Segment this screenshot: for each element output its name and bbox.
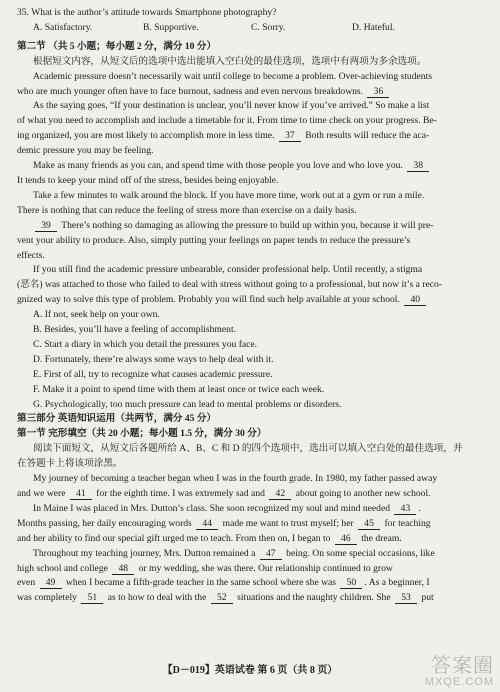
answer-blank-38: 38 <box>407 160 429 172</box>
passage-text: vent your ability to produce. Also, simply putting your feelings on paper tends to reduce the pressure’s <box>17 234 411 246</box>
passage-text: . <box>418 502 421 514</box>
answer-blank-51: 51 <box>81 592 103 604</box>
section2-options <box>17 308 484 412</box>
passage-text: of what you need to accomplish and include a timetable for it. From time to time check on your progress. Be- <box>17 115 437 127</box>
section2-passage <box>17 70 484 309</box>
passage-text: . As a beginner, I <box>364 577 430 589</box>
passage-text: high school and college <box>17 562 111 574</box>
passage-line <box>17 70 484 85</box>
passage-text: even <box>17 577 38 589</box>
passage-line <box>17 99 484 114</box>
part3-heading: 第三部分 英语知识运用（共两节，满分 45 分） <box>17 413 217 425</box>
watermark-bottom: MXQE.COM <box>424 676 494 688</box>
answer-blank-47: 47 <box>260 548 282 560</box>
passage-text: for teaching <box>382 517 431 529</box>
passage-line <box>17 159 484 174</box>
answer-blank-40: 40 <box>404 294 426 306</box>
passage-text: effects. <box>17 249 45 261</box>
passage-text: was completely <box>17 592 80 604</box>
passage-text: and we were <box>17 488 68 499</box>
passage-text: Both results will reduce the aca- <box>302 130 430 142</box>
section2-heading: 第二节 （共 5 小题；每小题 2 分，满分 10 分） <box>17 40 217 52</box>
passage-text: ing organized, you are most likely to accomplish more in less time. <box>17 130 277 142</box>
passage-line <box>17 591 484 606</box>
answer-blank-48: 48 <box>112 563 134 575</box>
cloze-passage <box>17 472 484 606</box>
passage-text: situations and the naughty children. She <box>234 592 394 604</box>
answer-blank-45: 45 <box>358 518 380 530</box>
passage-text: (恶名) was attached to those who failed to deal with stress without going to a professional, but now it’s a reco- <box>17 279 442 291</box>
section2-option-c: C. Start a diary in which you detail the pressures you face. <box>33 338 258 350</box>
q35-option-d: D. Hateful. <box>352 21 395 33</box>
passage-line <box>17 85 484 100</box>
answer-blank-52: 52 <box>211 592 233 604</box>
section2-instruction: 根据短文内容，从短文后的选项中选出能填入空白处的最佳选项，选项中有两项为多余选项。 <box>33 55 427 67</box>
watermark-top: 答案圈 <box>431 655 494 677</box>
answer-blank-39: 39 <box>35 220 57 232</box>
passage-text: Take a few minutes to walk around the block. If you have more time, work out at a gym or run a mile. <box>33 189 425 201</box>
passage-text: Months passing, her daily encouraging words <box>17 517 195 529</box>
passage-text: As the saying goes, “If your destination is unclear, you’ll never know if you’ve arrived.” So make a list <box>33 100 430 112</box>
answer-blank-36: 36 <box>367 86 389 98</box>
passage-text: who are much younger often have to face burnout, sadness and even nervous breakdowns. <box>17 85 366 97</box>
passage-text: Throughout my teaching journey, Mrs. Dutton remained a <box>33 547 258 559</box>
q35-stem: 35. What is the author’s attitude towards Smartphone photography? <box>17 7 277 18</box>
answer-blank-43: 43 <box>394 503 416 515</box>
answer-blank-49: 49 <box>40 577 62 589</box>
section2-option-f: F. Make it a point to spend time with them at least once or twice each week. <box>33 383 325 395</box>
passage-line <box>17 249 484 264</box>
passage-line <box>17 278 484 293</box>
passage-text: or my wedding, she was there. Our relationship continued to grow <box>136 562 393 574</box>
q35-options <box>17 21 484 36</box>
passage-text: There’s nothing so damaging as allowing the pressure to build up within you, because it will pre- <box>59 219 434 231</box>
passage-text: It tends to keep your mind off of the stress, besides being enjoyable. <box>17 174 279 186</box>
page-footer: 【D－019】英语试卷 第 6 页（共 8 页） <box>162 665 338 676</box>
passage-text: There is nothing that can reduce the feeling of stress more than exercise on a daily basis. <box>17 204 357 216</box>
answer-blank-41: 41 <box>70 488 92 500</box>
passage-line <box>17 502 484 517</box>
answer-blank-53: 53 <box>395 592 417 604</box>
passage-line <box>17 472 484 487</box>
passage-text: demic pressure you may be feeling. <box>17 145 154 157</box>
passage-text: when I became a fifth-grade teacher in the same school where she was <box>63 577 339 589</box>
passage-text: gnized way to solve this type of problem. Probably you will find such help available at your school. <box>17 294 403 306</box>
section2-option-e: E. First of all, try to recognize what causes academic pressure. <box>33 368 273 380</box>
passage-line <box>17 263 484 278</box>
answer-blank-50: 50 <box>340 577 362 589</box>
q35-option-c: C. Sorry. <box>251 21 286 33</box>
passage-line <box>17 114 484 129</box>
passage-text: and her ability to find our special gift urged me to teach. From then on, I began to <box>17 532 333 544</box>
passage-text: put <box>419 592 434 604</box>
q35-option-a: A. Satisfactory. <box>33 21 93 33</box>
passage-line <box>17 576 484 591</box>
passage-text: If you still find the academic pressure unbearable, consider professional help. Until recently, a stigma <box>33 264 423 276</box>
passage-text: Make as many friends as you can, and spend time with those people you love and who love you. <box>33 160 406 172</box>
passage-line <box>17 129 484 144</box>
answer-blank-42: 42 <box>269 488 291 500</box>
passage-text: for the eighth time. I was extremely sad and <box>93 488 268 499</box>
part3-sub-heading: 第一节 完形填空（共 20 小题；每小题 1.5 分，满分 30 分） <box>17 428 267 440</box>
passage-text: the dream. <box>358 532 402 544</box>
passage-line <box>17 487 484 502</box>
answer-blank-37: 37 <box>279 130 301 142</box>
passage-line <box>17 562 484 577</box>
passage-line <box>17 532 484 547</box>
part3-instruction-2: 在答题卡上将该项涂黑。 <box>17 458 123 470</box>
site-watermark <box>425 656 494 688</box>
passage-text: as to how to deal with the <box>105 592 209 604</box>
section2-option-a: A. If not, seek help on your own. <box>33 309 160 321</box>
passage-line <box>17 234 484 249</box>
part3-instruction-1: 阅读下面短文，从短文后各题所给 A、B、C 和 D 的四个选项中，选出可以填入空白处的最佳选项，并 <box>33 443 463 455</box>
passage-line <box>17 293 484 308</box>
passage-line <box>17 174 484 189</box>
passage-text: In Maine I was placed in Mrs. Dutton’s class. She soon recognized my soul and mind needed <box>33 502 393 514</box>
section2-option-g: G. Psychologically, too much pressure can lead to mental problems or disorders. <box>33 398 342 410</box>
answer-blank-46: 46 <box>335 533 357 545</box>
passage-line <box>17 144 484 159</box>
passage-line <box>17 204 484 219</box>
passage-text: My journey of becoming a teacher began when I was in the fourth grade. In 1980, my father passed away <box>33 473 438 485</box>
answer-blank-44: 44 <box>196 518 218 530</box>
section2-option-d: D. Fortunately, there’re always some ways to help deal with it. <box>33 353 274 365</box>
section2-option-b: B. Besides, you’ll have a feeling of accomplishment. <box>33 324 237 336</box>
passage-text: about going to another new school. <box>293 488 431 499</box>
passage-line <box>17 189 484 204</box>
passage-line <box>17 547 484 562</box>
passage-line <box>17 517 484 532</box>
passage-text: Academic pressure doesn’t necessarily wait until college to become a problem. Over-achieving students <box>33 70 432 82</box>
passage-text: made me want to trust myself; her <box>220 517 357 529</box>
passage-text: being. On some special occasions, like <box>283 547 435 559</box>
passage-line <box>17 219 484 234</box>
q35-option-b: B. Supportive. <box>143 21 199 33</box>
